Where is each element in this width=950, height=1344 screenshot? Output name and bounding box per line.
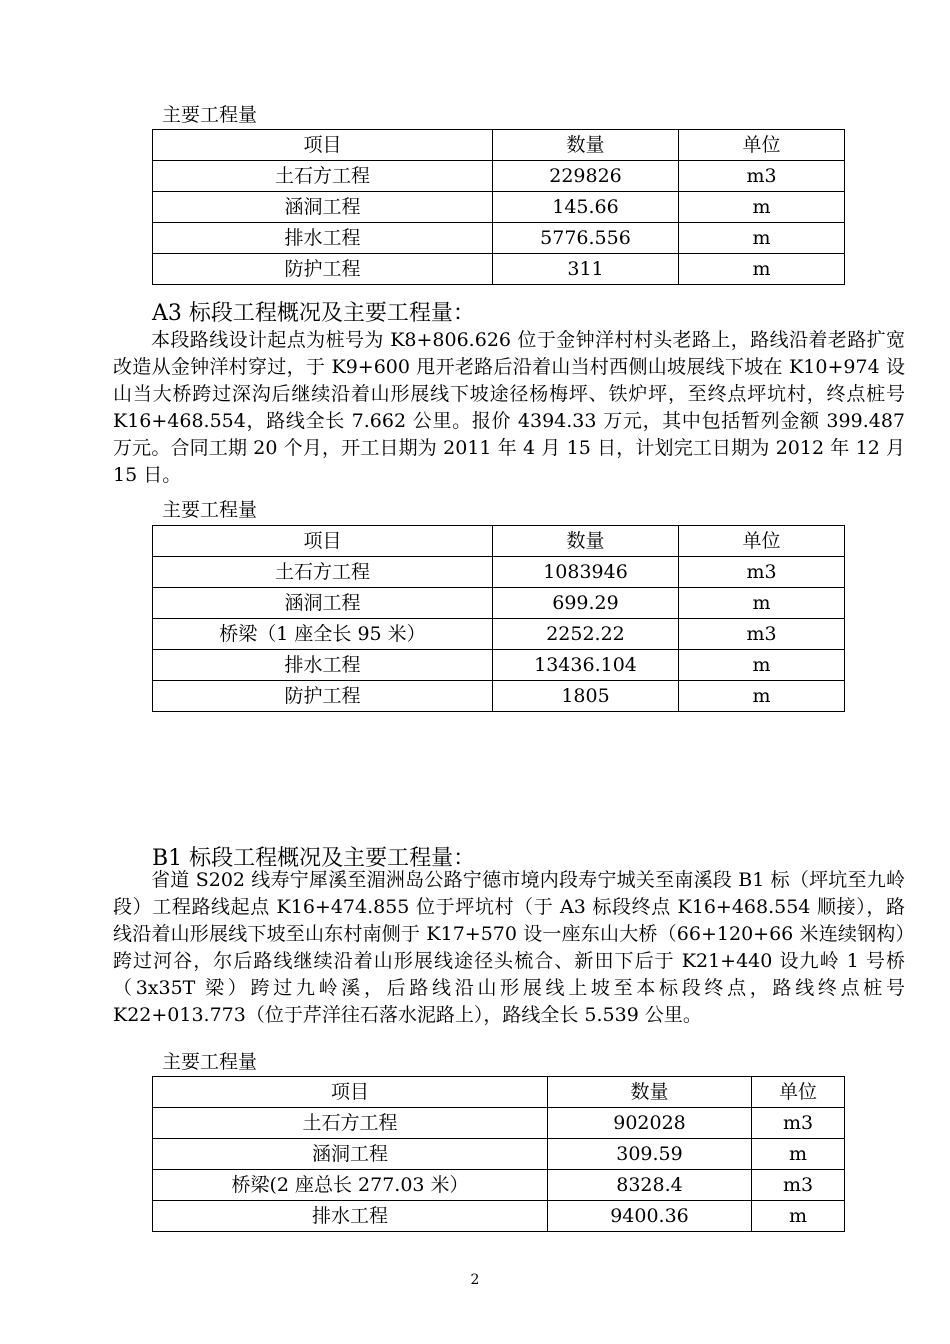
cell-unit: m [679, 588, 845, 619]
quantities-table-3 [152, 1076, 845, 1232]
cell-unit: m [679, 681, 845, 712]
cell-unit: m3 [679, 161, 845, 192]
header-item: 项目 [153, 526, 493, 557]
cell-unit: m [679, 223, 845, 254]
cell-item: 土石方工程 [153, 161, 493, 192]
table-row [153, 223, 845, 254]
cell-quantity: 902028 [548, 1108, 752, 1139]
cell-item: 防护工程 [153, 681, 493, 712]
cell-unit: m3 [752, 1108, 845, 1139]
header-item: 项目 [153, 130, 493, 161]
cell-quantity: 5776.556 [493, 223, 679, 254]
cell-unit: m [752, 1139, 845, 1170]
cell-quantity: 309.59 [548, 1139, 752, 1170]
table-row [153, 1108, 845, 1139]
header-quantity: 数量 [493, 526, 679, 557]
cell-unit: m [752, 1201, 845, 1232]
cell-unit: m [679, 254, 845, 285]
cell-item: 土石方工程 [153, 557, 493, 588]
table-row [153, 557, 845, 588]
cell-quantity: 9400.36 [548, 1201, 752, 1232]
cell-quantity: 8328.4 [548, 1170, 752, 1201]
a3-description: 本段路线设计起点为桩号为 K8+806.626 位于金钟洋村村头老路上，路线沿着老路扩宽改造从金钟洋村穿过，于 K9+600 甩开老路后沿着山当村西侧山坡展线下坡在 K10+974 设山当大桥跨过深沟后继续沿着山形展线下坡途径杨梅坪、铁炉坪，至终点坪坑村，终点桩号 K16+468.554，路线全长 7.662 公里。报价 4394.33 万元，其中包括暂列金额 399.487 万元。合同工期 20 个月，开工日期为 2011 年 4 月 15 日，计划完工日期为 2012 年 12 月 15 日。 [113, 329, 905, 486]
b1-description: 省道 S202 线寿宁犀溪至湄洲岛公路宁德市境内段寿宁城关至南溪段 B1 标（坪坑至九岭段）工程路线起点 K16+474.855 位于坪坑村（于 A3 标段终点 K16+468.554 顺接），路线沿着山形展线下坡至山东村南侧于 K17+570 设一座东山大桥（66+120+66 米连续钢构）跨过河谷，尔后路线继续沿着山形展线途径头梳合、新田下后于 K21+440 设九岭 1 号桥（3x35T 梁）跨过九岭溪，后路线沿山形展线上坡至本标段终点，路线终点桩号 K22+013.773（位于芹洋往石落水泥路上），路线全长 5.539 公里。 [113, 869, 905, 1026]
header-unit: 单位 [752, 1077, 845, 1108]
table-header-row [153, 1077, 845, 1108]
cell-quantity: 1083946 [493, 557, 679, 588]
quantities-table-1 [152, 129, 845, 285]
header-quantity: 数量 [493, 130, 679, 161]
header-unit: 单位 [679, 526, 845, 557]
cell-item: 涵洞工程 [153, 588, 493, 619]
cell-unit: m [679, 192, 845, 223]
page-number: 2 [470, 1272, 480, 1288]
table-row [153, 161, 845, 192]
cell-item: 桥梁（1 座全长 95 米） [153, 619, 493, 650]
cell-unit: m [679, 650, 845, 681]
cell-item: 涵洞工程 [153, 192, 493, 223]
table-row [153, 1201, 845, 1232]
table-row [153, 681, 845, 712]
cell-quantity: 229826 [493, 161, 679, 192]
header-item: 项目 [153, 1077, 548, 1108]
table3-caption: 主要工程量 [162, 1051, 258, 1073]
header-unit: 单位 [679, 130, 845, 161]
cell-unit: m3 [679, 619, 845, 650]
table-row [153, 1170, 845, 1201]
table2-caption: 主要工程量 [162, 499, 258, 521]
cell-quantity: 699.29 [493, 588, 679, 619]
header-quantity: 数量 [548, 1077, 752, 1108]
cell-item: 防护工程 [153, 254, 493, 285]
table-row [153, 619, 845, 650]
cell-item: 排水工程 [153, 1201, 548, 1232]
cell-quantity: 1805 [493, 681, 679, 712]
cell-item: 桥梁(2 座总长 277.03 米） [153, 1170, 548, 1201]
cell-item: 涵洞工程 [153, 1139, 548, 1170]
table-row [153, 254, 845, 285]
quantities-table-2 [152, 525, 845, 712]
b1-section-heading: B1 标段工程概况及主要工程量： [152, 846, 476, 871]
cell-unit: m3 [752, 1170, 845, 1201]
table-row [153, 588, 845, 619]
cell-item: 排水工程 [153, 650, 493, 681]
cell-quantity: 145.66 [493, 192, 679, 223]
cell-quantity: 2252.22 [493, 619, 679, 650]
cell-item: 排水工程 [153, 223, 493, 254]
cell-item: 土石方工程 [153, 1108, 548, 1139]
a3-section-heading: A3 标段工程概况及主要工程量： [152, 301, 475, 326]
table-header-row [153, 130, 845, 161]
cell-quantity: 311 [493, 254, 679, 285]
table-row [153, 192, 845, 223]
table-row [153, 1139, 845, 1170]
table-header-row [153, 526, 845, 557]
table-row [153, 650, 845, 681]
cell-quantity: 13436.104 [493, 650, 679, 681]
table1-caption: 主要工程量 [162, 104, 258, 126]
cell-unit: m3 [679, 557, 845, 588]
